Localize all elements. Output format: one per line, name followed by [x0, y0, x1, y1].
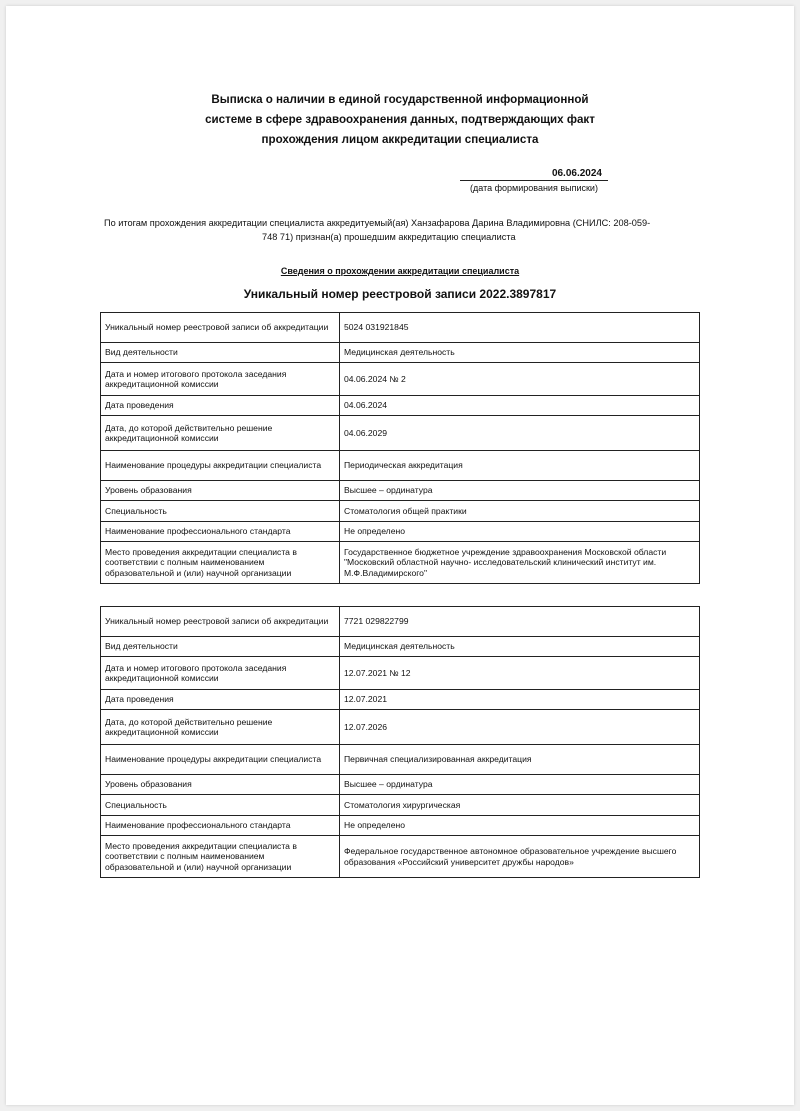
row-key: Специальность [101, 501, 340, 522]
row-key: Уникальный номер реестровой записи об аккредитации [101, 313, 340, 343]
row-key: Уровень образования [101, 481, 340, 501]
intro-line-1: По итогам прохождения аккредитации специалиста аккредитуемый(ая) Ханзафарова Дарина Владимировна (СНИЛС: 208-059- [104, 218, 651, 228]
table-row [101, 343, 700, 363]
table-row [101, 542, 700, 584]
intro-paragraph [104, 216, 704, 244]
table-row [101, 363, 700, 396]
table-row [101, 416, 700, 451]
issue-date-caption: (дата формирования выписки) [470, 183, 598, 193]
row-key: Специальность [101, 795, 340, 816]
row-value: Не определено [340, 522, 700, 542]
table-row [101, 710, 700, 745]
row-value: Медицинская деятельность [340, 343, 700, 363]
document-title [0, 90, 800, 150]
row-value: Государственное бюджетное учреждение здравоохранения Московской области "Московский областной научно- исследовательский клинический институт им. М.Ф.Владимирского" [340, 542, 700, 584]
table-row [101, 690, 700, 710]
row-value: 7721 029822799 [340, 607, 700, 637]
row-key: Дата проведения [101, 690, 340, 710]
row-key: Наименование профессионального стандарта [101, 816, 340, 836]
row-value: 04.06.2024 № 2 [340, 363, 700, 396]
row-value: 12.07.2026 [340, 710, 700, 745]
row-key: Наименование процедуры аккредитации специалиста [101, 451, 340, 481]
row-value: Первичная специализированная аккредитация [340, 745, 700, 775]
table-row [101, 637, 700, 657]
row-key: Дата, до которой действительно решение аккредитационной комиссии [101, 416, 340, 451]
intro-line-2: 748 71) признан(а) прошедшим аккредитацию специалиста [262, 232, 516, 242]
row-value: Не определено [340, 816, 700, 836]
row-value: Высшее – ординатура [340, 775, 700, 795]
table-row [101, 836, 700, 878]
record-heading: Уникальный номер реестровой записи 2022.3897817 [243, 287, 557, 301]
table-row [101, 451, 700, 481]
row-value: 12.07.2021 [340, 690, 700, 710]
row-value: Стоматология хирургическая [340, 795, 700, 816]
row-value: Стоматология общей практики [340, 501, 700, 522]
table-row [101, 816, 700, 836]
row-key: Наименование процедуры аккредитации специалиста [101, 745, 340, 775]
accreditation-table-2 [100, 606, 700, 878]
row-key: Дата и номер итогового протокола заседания аккредитационной комиссии [101, 363, 340, 396]
row-key: Место проведения аккредитации специалиста в соответствии с полным наименованием образовательной и (или) научной организации [101, 836, 340, 878]
title-line-2: системе в сфере здравоохранения данных, подтверждающих факт [205, 113, 595, 126]
row-value: Периодическая аккредитация [340, 451, 700, 481]
issue-date: 06.06.2024 [460, 168, 608, 181]
row-key: Вид деятельности [101, 637, 340, 657]
row-value: Высшее – ординатура [340, 481, 700, 501]
row-value: Медицинская деятельность [340, 637, 700, 657]
row-value: Федеральное государственное автономное образовательное учреждение высшего образования «Российский университет дружбы народов» [340, 836, 700, 878]
title-line-1: Выписка о наличии в единой государственной информационной [211, 93, 589, 106]
table-row [101, 522, 700, 542]
row-value: 5024 031921845 [340, 313, 700, 343]
row-value: 04.06.2024 [340, 396, 700, 416]
table-row [101, 775, 700, 795]
section-heading: Сведения о прохождении аккредитации специалиста [280, 266, 520, 276]
row-value: 04.06.2029 [340, 416, 700, 451]
table-row [101, 657, 700, 690]
table-row [101, 501, 700, 522]
row-key: Уровень образования [101, 775, 340, 795]
row-key: Дата, до которой действительно решение аккредитационной комиссии [101, 710, 340, 745]
table-row [101, 795, 700, 816]
table-row [101, 607, 700, 637]
row-key: Дата и номер итогового протокола заседания аккредитационной комиссии [101, 657, 340, 690]
issue-date-block [460, 168, 608, 193]
table-row [101, 481, 700, 501]
table-row [101, 745, 700, 775]
row-key: Наименование профессионального стандарта [101, 522, 340, 542]
row-key: Место проведения аккредитации специалиста в соответствии с полным наименованием образовательной и (или) научной организации [101, 542, 340, 584]
table-row [101, 313, 700, 343]
table-row [101, 396, 700, 416]
row-key: Дата проведения [101, 396, 340, 416]
row-key: Уникальный номер реестровой записи об аккредитации [101, 607, 340, 637]
accreditation-table-1 [100, 312, 700, 584]
row-key: Вид деятельности [101, 343, 340, 363]
title-line-3: прохождения лицом аккредитации специалиста [261, 133, 539, 146]
row-value: 12.07.2021 № 12 [340, 657, 700, 690]
